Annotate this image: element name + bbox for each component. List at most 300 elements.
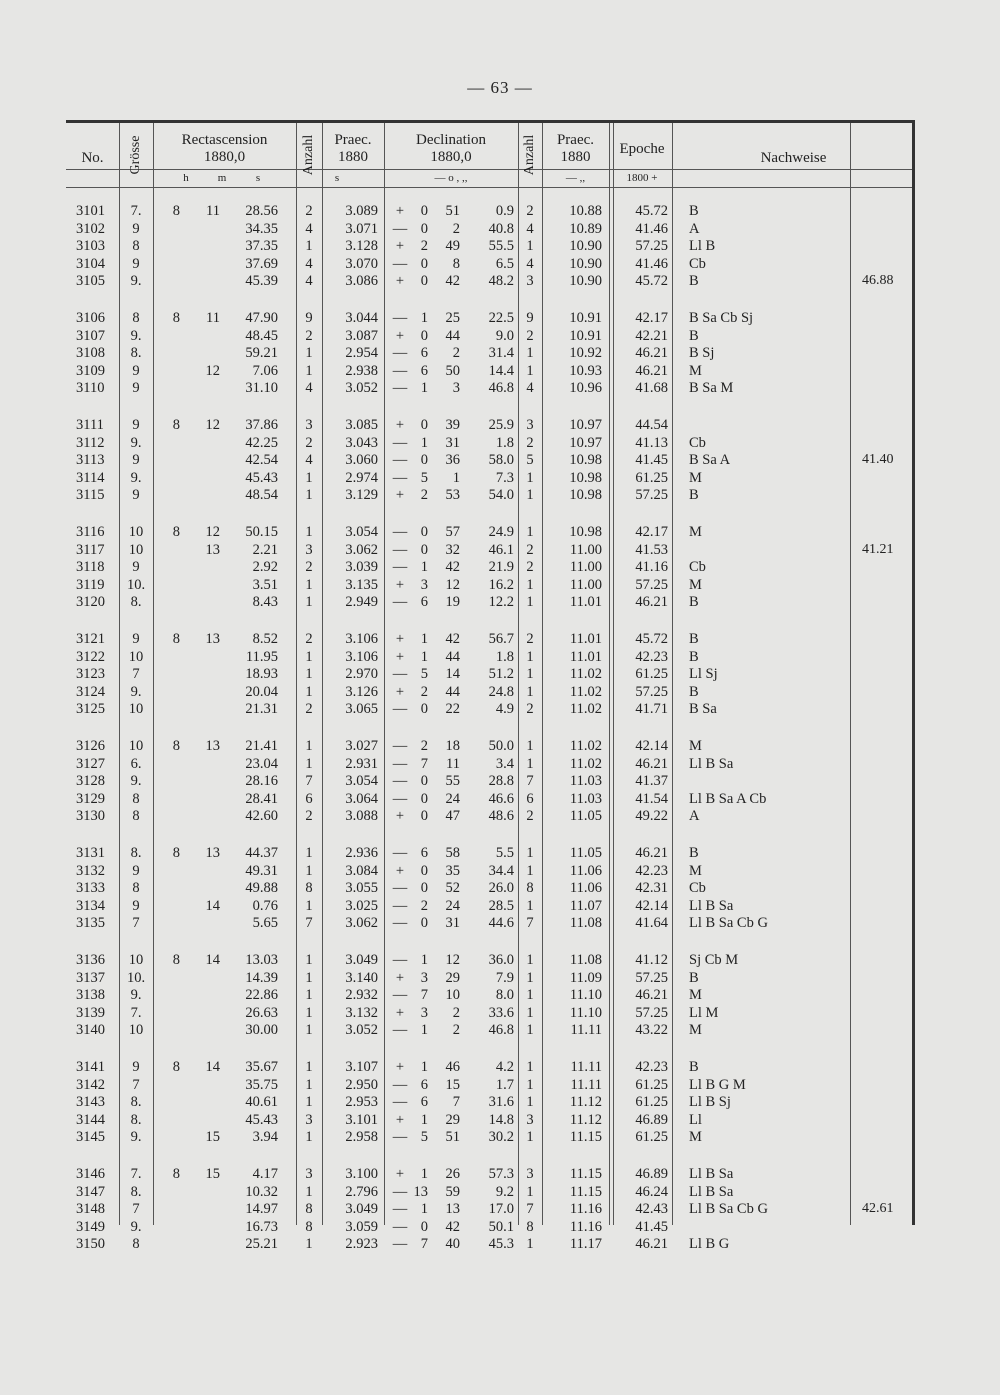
cell-no: 3120 (76, 594, 105, 611)
cell-prd: 11.03 (569, 773, 602, 790)
cell-prd: 10.97 (569, 434, 602, 451)
cell-no: 3144 (76, 1111, 105, 1128)
cell-ds: 46.8 (488, 1022, 514, 1039)
cell-ep: 41.46 (635, 220, 668, 237)
table-row (66, 542, 915, 560)
table-row (66, 1166, 915, 1184)
cell-sg: — (392, 255, 408, 272)
cell-n1: 1 (305, 683, 313, 700)
cell-gr: 8 (132, 880, 140, 897)
cell-prd: 11.02 (569, 666, 602, 683)
table-row (66, 221, 915, 239)
cell-dd: 3 (420, 1004, 428, 1021)
cell-sg: + (395, 1059, 405, 1075)
cell-dd: 2 (420, 487, 428, 504)
cell-nw: B (689, 273, 699, 290)
cell-n1: 3 (305, 1166, 313, 1182)
cell-gr: 9 (132, 862, 140, 879)
cell-dm: 29 (445, 1111, 460, 1128)
cell-pra: 2.932 (345, 987, 378, 1004)
cell-dd: 1 (420, 310, 428, 326)
cell-h: 8 (172, 952, 180, 968)
cell-ep: 44.54 (635, 417, 668, 433)
cell-no: 3132 (76, 862, 105, 879)
cell-no: 3147 (76, 1183, 105, 1200)
cell-dm: 32 (445, 541, 460, 558)
cell-dd: 1 (420, 380, 428, 397)
cell-dd: 6 (420, 345, 428, 362)
cell-s: 28.41 (245, 790, 278, 807)
cell-prd: 11.06 (569, 880, 602, 897)
cell-m: 14 (205, 952, 220, 968)
cell-sg: + (395, 203, 405, 219)
cell-n2: 3 (526, 1166, 534, 1182)
cell-sg: — (392, 987, 408, 1004)
cell-gr: 9 (132, 1059, 140, 1075)
cell-s: 25.21 (245, 1236, 278, 1253)
table-row (66, 524, 915, 542)
cell-ep: 41.13 (635, 434, 668, 451)
cell-ep: 61.25 (635, 469, 668, 486)
cell-ep: 42.23 (635, 1059, 668, 1075)
cell-prd: 10.98 (569, 524, 602, 540)
cell-sg: — (392, 1022, 408, 1039)
cell-gr: 9. (130, 1129, 142, 1146)
cell-ds: 50.0 (488, 738, 514, 754)
cell-ep: 46.21 (635, 845, 668, 861)
cell-no: 3113 (76, 452, 105, 469)
cell-gr: 9 (132, 631, 140, 647)
cell-m: 12 (205, 362, 220, 379)
cell-pra: 3.101 (345, 1111, 378, 1128)
header-praec-dec-year: 1880 (560, 149, 591, 165)
cell-s: 35.67 (245, 1059, 278, 1075)
cell-dm: 8 (452, 255, 460, 272)
cell-prd: 10.90 (569, 255, 602, 272)
cell-n1: 1 (305, 897, 313, 914)
cell-n2: 7 (526, 915, 534, 932)
cell-dd: 6 (420, 1076, 428, 1093)
cell-ds: 31.6 (488, 1094, 514, 1111)
cell-n2: 1 (526, 1076, 534, 1093)
cell-gr: 9 (132, 380, 140, 397)
cell-ep: 49.22 (635, 808, 668, 825)
cell-gr: 8. (130, 594, 142, 611)
cell-dm: 19 (445, 594, 460, 611)
cell-sg: — (392, 310, 408, 326)
cell-ep: 61.25 (635, 666, 668, 683)
cell-no: 3117 (76, 541, 105, 558)
cell-gr: 8. (130, 345, 142, 362)
cell-ep: 41.45 (635, 452, 668, 469)
cell-dd: 1 (420, 648, 428, 665)
cell-gr: 10 (128, 648, 144, 665)
cell-pra: 2.970 (345, 666, 378, 683)
cell-nw: M (689, 576, 702, 593)
cell-n1: 1 (305, 487, 313, 504)
cell-gr: 10 (128, 701, 144, 718)
cell-no: 3119 (76, 576, 105, 593)
cell-sg: + (395, 1166, 405, 1182)
cell-prd: 10.92 (569, 345, 602, 362)
cell-sg: — (392, 1218, 408, 1235)
cell-sg: + (395, 487, 405, 504)
cell-prd: 11.11 (570, 1059, 602, 1075)
cell-ds: 28.8 (488, 773, 514, 790)
cell-pra: 2.974 (345, 469, 378, 486)
cell-sg: — (392, 541, 408, 558)
cell-gr: 7. (130, 1166, 142, 1182)
cell-s: 21.41 (245, 738, 278, 754)
header-ra-s: s (255, 172, 261, 184)
cell-ds: 34.4 (488, 862, 514, 879)
table-row (66, 1129, 915, 1147)
cell-dd: 1 (420, 952, 428, 968)
cell-gr: 10 (128, 952, 144, 968)
cell-n2: 1 (526, 1022, 534, 1039)
cell-ds: 45.3 (488, 1236, 514, 1253)
cell-gr: 7 (132, 666, 140, 683)
cell-prd: 11.17 (569, 1236, 602, 1253)
cell-dm: 42 (445, 1218, 460, 1235)
cell-no: 3118 (76, 559, 105, 576)
cell-n1: 7 (305, 773, 313, 790)
cell-n2: 7 (526, 773, 534, 790)
cell-no: 3111 (76, 417, 104, 433)
cell-ep: 57.25 (635, 487, 668, 504)
cell-dm: 40 (445, 1236, 460, 1253)
cell-s: 45.43 (245, 469, 278, 486)
cell-nw: Ll B Sa (689, 1183, 734, 1200)
cell-gr: 7. (130, 1004, 142, 1021)
header-dec-epoch: 1880,0 (430, 149, 472, 165)
cell-prd: 10.91 (569, 310, 602, 326)
cell-gr: 8. (130, 1094, 142, 1111)
cell-n2: 2 (526, 327, 534, 344)
cell-no: 3127 (76, 755, 105, 772)
cell-s: 20.04 (245, 683, 278, 700)
cell-sg: — (392, 1094, 408, 1111)
cell-n1: 4 (305, 273, 313, 290)
cell-ep: 57.25 (635, 1004, 668, 1021)
cell-pra: 3.107 (345, 1059, 378, 1075)
table-row (66, 756, 915, 774)
cell-dm: 55 (445, 773, 460, 790)
cell-ds: 7.3 (495, 469, 514, 486)
header-no: No. (81, 150, 104, 166)
cell-n1: 1 (305, 1022, 313, 1039)
cell-ep: 41.53 (635, 541, 668, 558)
cell-s: 16.73 (245, 1218, 278, 1235)
cell-sg: + (395, 808, 405, 825)
cell-gr: 7 (132, 1076, 140, 1093)
cell-prd: 10.91 (569, 327, 602, 344)
cell-dm: 15 (445, 1076, 460, 1093)
cell-h: 8 (172, 845, 180, 861)
cell-dd: 2 (420, 738, 428, 754)
cell-n2: 1 (526, 987, 534, 1004)
cell-n1: 4 (305, 452, 313, 469)
cell-sg: — (392, 845, 408, 861)
cell-dm: 26 (445, 1166, 460, 1182)
cell-no: 3136 (76, 952, 105, 968)
cell-prd: 11.16 (569, 1218, 602, 1235)
cell-dm: 7 (452, 1094, 460, 1111)
cell-sg: — (392, 559, 408, 576)
cell-n2: 1 (526, 524, 534, 540)
cell-n1: 1 (305, 666, 313, 683)
cell-ep: 41.12 (635, 952, 668, 968)
cell-dm: 46 (445, 1059, 460, 1075)
header-ra-epoch: 1880,0 (203, 149, 246, 165)
cell-ds: 8.0 (495, 987, 514, 1004)
cell-nw: B (689, 683, 699, 700)
cell-dd: 6 (420, 845, 428, 861)
cell-s: 23.04 (245, 755, 278, 772)
cell-n1: 1 (305, 576, 313, 593)
cell-pra: 3.088 (345, 808, 378, 825)
cell-ep: 46.89 (635, 1166, 668, 1182)
cell-pra: 3.129 (345, 487, 378, 504)
header-epoche-sub: 1800 + (626, 172, 658, 184)
cell-no: 3140 (76, 1022, 105, 1039)
cell-ds: 1.8 (495, 648, 514, 665)
cell-n1: 1 (305, 952, 313, 968)
cell-nw: M (689, 1129, 702, 1146)
cell-sg: — (392, 880, 408, 897)
cell-n2: 1 (526, 738, 534, 754)
table-row (66, 970, 915, 988)
cell-ds: 17.0 (488, 1201, 514, 1218)
cell-pra: 3.085 (345, 417, 378, 433)
cell-nw: B (689, 648, 699, 665)
cell-ep: 46.21 (635, 594, 668, 611)
cell-prd: 11.03 (569, 790, 602, 807)
cell-ep: 61.25 (635, 1129, 668, 1146)
cell-s: 35.75 (245, 1076, 278, 1093)
cell-pra: 2.931 (345, 755, 378, 772)
cell-prd: 11.02 (569, 701, 602, 718)
cell-n2: 8 (526, 1218, 534, 1235)
cell-no: 3129 (76, 790, 105, 807)
cell-n1: 9 (305, 310, 313, 326)
cell-n1: 4 (305, 220, 313, 237)
cell-no: 3149 (76, 1218, 105, 1235)
cell-sg: — (392, 469, 408, 486)
cell-pra: 3.126 (345, 683, 378, 700)
cell-ep: 45.72 (635, 273, 668, 290)
cell-dm: 2 (452, 1004, 460, 1021)
cell-prd: 10.93 (569, 362, 602, 379)
cell-n1: 4 (305, 380, 313, 397)
cell-ep: 46.21 (635, 1236, 668, 1253)
cell-prd: 10.90 (569, 238, 602, 255)
cell-dd: 6 (420, 362, 428, 379)
cell-gr: 9 (132, 559, 140, 576)
cell-pra: 3.025 (345, 897, 378, 914)
cell-dm: 13 (445, 1201, 460, 1218)
header-anzahl-ra: Anzahl (301, 134, 316, 176)
cell-sg: + (395, 1111, 405, 1128)
table-row (66, 738, 915, 756)
table-row (66, 1059, 915, 1077)
cell-s: 28.16 (245, 773, 278, 790)
cell-dm: 42 (445, 559, 460, 576)
cell-nw: B (689, 631, 699, 647)
cell-n2: 1 (526, 576, 534, 593)
cell-prd: 11.12 (569, 1111, 602, 1128)
cell-nw: Ll B Sa Cb G (689, 915, 768, 932)
cell-prd: 11.11 (570, 1022, 602, 1039)
cell-ep: 41.45 (635, 1218, 668, 1235)
cell-h: 8 (172, 310, 180, 326)
cell-gr: 8 (132, 1236, 140, 1253)
cell-nw: B (689, 203, 699, 219)
cell-no: 3130 (76, 808, 105, 825)
cell-ds: 14.8 (488, 1111, 514, 1128)
table-row (66, 417, 915, 435)
table-row (66, 238, 915, 256)
cell-ep: 45.72 (635, 631, 668, 647)
cell-prd: 11.02 (569, 755, 602, 772)
cell-sg: — (392, 345, 408, 362)
cell-no: 3108 (76, 345, 105, 362)
cell-dm: 44 (445, 648, 460, 665)
cell-n2: 1 (526, 362, 534, 379)
cell-dd: 5 (420, 666, 428, 683)
cell-dd: 1 (420, 1201, 428, 1218)
cell-dd: 7 (420, 987, 428, 1004)
table-row (66, 470, 915, 488)
cell-dd: 0 (420, 203, 428, 219)
cell-dd: 0 (420, 880, 428, 897)
cell-pra: 3.100 (345, 1166, 378, 1182)
cell-dm: 47 (445, 808, 460, 825)
cell-dd: 0 (420, 773, 428, 790)
cell-sg: — (392, 1076, 408, 1093)
cell-ds: 46.8 (488, 380, 514, 397)
cell-nw: M (689, 862, 702, 879)
cell-n2: 1 (526, 897, 534, 914)
header-praec-ra: Praec. (334, 132, 372, 148)
cell-dd: 0 (420, 790, 428, 807)
cell-ds: 9.0 (495, 327, 514, 344)
page-number: — 63 — (467, 78, 533, 97)
cell-pra: 2.958 (345, 1129, 378, 1146)
cell-pra: 3.044 (345, 310, 378, 326)
cell-sg: + (395, 631, 405, 647)
cell-ep: 46.89 (635, 1111, 668, 1128)
cell-dm: 50 (445, 362, 460, 379)
cell-ep: 61.25 (635, 1076, 668, 1093)
cell-n1: 1 (305, 345, 313, 362)
cell-ds: 0.9 (495, 203, 514, 219)
cell-m: 13 (205, 738, 220, 754)
cell-nw: M (689, 1022, 702, 1039)
cell-s: 30.00 (245, 1022, 278, 1039)
cell-sg: + (395, 327, 405, 344)
cell-n1: 8 (305, 1201, 313, 1218)
cell-s: 14.39 (245, 969, 278, 986)
cell-n1: 8 (305, 880, 313, 897)
cell-n2: 1 (526, 487, 534, 504)
cell-n1: 1 (305, 862, 313, 879)
cell-dd: 1 (420, 1111, 428, 1128)
cell-s: 7.06 (252, 362, 278, 379)
cell-nw: Ll B (689, 238, 716, 255)
cell-dm: 49 (445, 238, 460, 255)
cell-dd: 1 (420, 631, 428, 647)
cell-gr: 9. (130, 434, 142, 451)
cell-ep: 46.24 (635, 1183, 668, 1200)
cell-sg: — (392, 701, 408, 718)
cell-dd: 13 (413, 1183, 428, 1200)
table-row (66, 1022, 915, 1040)
cell-no: 3122 (76, 648, 105, 665)
cell-ep: 42.17 (635, 310, 668, 326)
cell-s: 47.90 (245, 310, 278, 326)
cell-dd: 7 (420, 1236, 428, 1253)
cell-n1: 3 (305, 541, 313, 558)
cell-ep: 46.21 (635, 362, 668, 379)
cell-gr: 9 (132, 255, 140, 272)
cell-dd: 3 (420, 969, 428, 986)
cell-no: 3112 (76, 434, 105, 451)
cell-dd: 0 (420, 701, 428, 718)
table-row (66, 256, 915, 274)
cell-ep: 42.14 (635, 897, 668, 914)
cell-s: 31.10 (245, 380, 278, 397)
cell-dd: 0 (420, 808, 428, 825)
cell-n2: 2 (526, 559, 534, 576)
cell-pra: 3.054 (345, 524, 378, 540)
table-row (66, 380, 915, 398)
cell-no: 3146 (76, 1166, 105, 1182)
cell-n1: 8 (305, 1218, 313, 1235)
cell-s: 2.92 (252, 559, 278, 576)
table-row (66, 203, 915, 221)
cell-nw: Ll M (689, 1004, 719, 1021)
cell-dm: 25 (445, 310, 460, 326)
cell-n1: 4 (305, 255, 313, 272)
cell-prd: 11.15 (569, 1129, 602, 1146)
cell-nw: A (689, 808, 700, 825)
cell-s: 59.21 (245, 345, 278, 362)
cell-pra: 3.055 (345, 880, 378, 897)
cell-dm: 24 (445, 790, 460, 807)
table-row (66, 559, 915, 577)
cell-ep: 41.71 (635, 701, 668, 718)
cell-ep: 42.14 (635, 738, 668, 754)
cell-pra: 3.062 (345, 915, 378, 932)
cell-gr: 9. (130, 683, 142, 700)
star-catalog-table (66, 120, 915, 1253)
cell-no: 3143 (76, 1094, 105, 1111)
cell-ds: 3.4 (495, 755, 514, 772)
cell-dd: 0 (420, 915, 428, 932)
cell-n1: 2 (305, 631, 313, 647)
cell-h: 8 (172, 738, 180, 754)
header-ra-h: h (183, 172, 189, 184)
cell-s: 2.21 (252, 541, 278, 558)
cell-sg: — (392, 1236, 408, 1253)
cell-ds: 7.9 (495, 969, 514, 986)
table-row (66, 880, 915, 898)
cell-s: 49.31 (245, 862, 278, 879)
cell-ds: 48.6 (488, 808, 514, 825)
cell-no: 3107 (76, 327, 105, 344)
cell-n1: 1 (305, 1004, 313, 1021)
